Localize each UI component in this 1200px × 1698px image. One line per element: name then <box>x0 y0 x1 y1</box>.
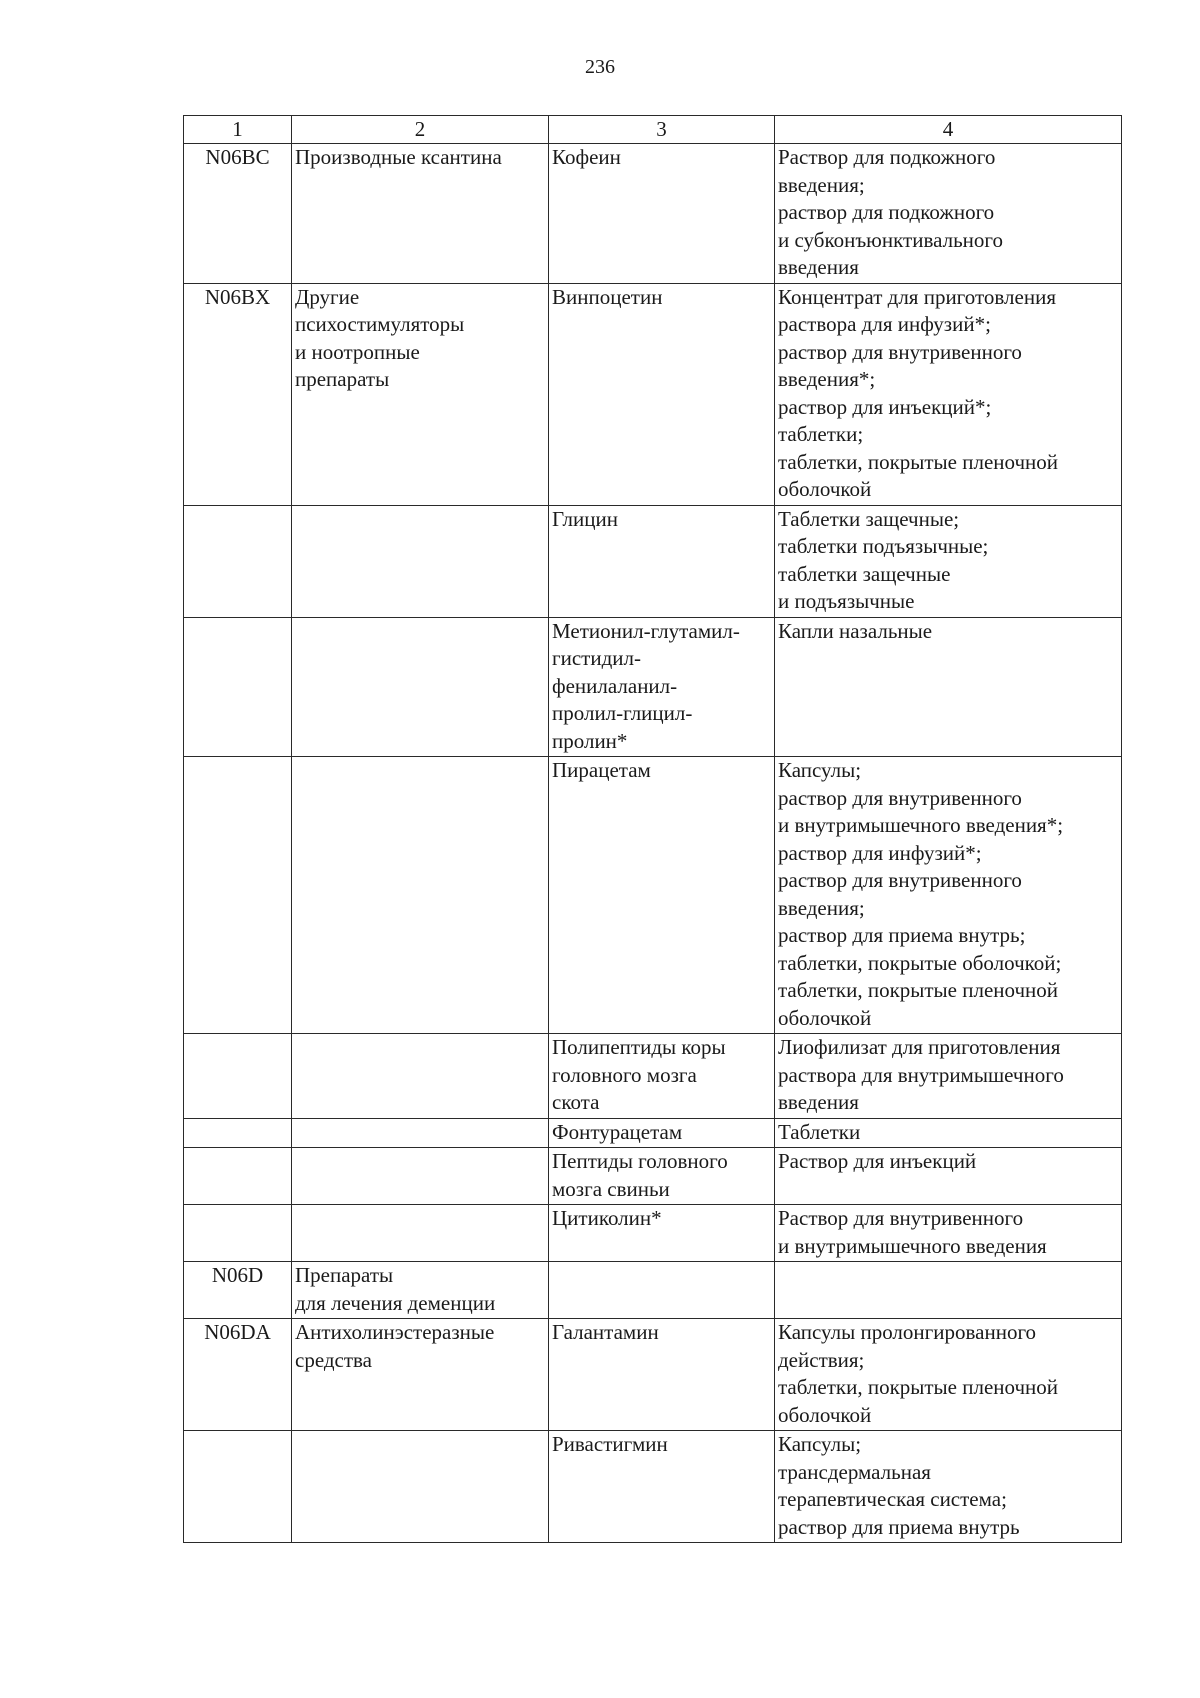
table-row <box>184 1148 1122 1205</box>
dosage-forms-cell: Капсулы; раствор для внутривенного и внутримышечного введения*; раствор для инфузий*; раствор для внутривенного введения; раствор для приема внутрь; таблетки, покрытые оболочкой; таблетки, покрытые пленочной оболочкой <box>775 757 1122 1034</box>
drug-name-cell: Полипептиды коры головного мозга скота <box>549 1034 775 1119</box>
dosage-forms-cell: Раствор для подкожного введения; раствор для подкожного и субконъюнктивального введения <box>775 144 1122 284</box>
dosage-forms-cell <box>775 1262 1122 1319</box>
atc-code-cell: N06DA <box>184 1319 292 1431</box>
group-name-cell: Антихолинэстеразные средства <box>292 1319 549 1431</box>
header-cell-3: 3 <box>549 116 775 144</box>
dosage-forms-cell: Таблетки <box>775 1118 1122 1148</box>
dosage-forms-cell: Раствор для внутривенного и внутримышечного введения <box>775 1205 1122 1262</box>
atc-code-cell <box>184 1431 292 1543</box>
group-name-cell <box>292 757 549 1034</box>
atc-code-cell <box>184 505 292 617</box>
group-name-cell <box>292 1118 549 1148</box>
group-name-cell: Производные ксантина <box>292 144 549 284</box>
table-row <box>184 1431 1122 1543</box>
dosage-forms-cell: Лиофилизат для приготовления раствора для внутримышечного введения <box>775 1034 1122 1119</box>
table-row <box>184 1118 1122 1148</box>
table-row <box>184 283 1122 505</box>
drug-name-cell: Кофеин <box>549 144 775 284</box>
table-row <box>184 757 1122 1034</box>
drug-name-cell: Пирацетам <box>549 757 775 1034</box>
table-row <box>184 505 1122 617</box>
group-name-cell <box>292 617 549 757</box>
group-name-cell <box>292 1148 549 1205</box>
drug-name-cell: Винпоцетин <box>549 283 775 505</box>
dosage-forms-cell: Капсулы; трансдермальная терапевтическая система; раствор для приема внутрь <box>775 1431 1122 1543</box>
drug-name-cell: Пептиды головного мозга свиньи <box>549 1148 775 1205</box>
group-name-cell: Другие психостимуляторы и ноотропные препараты <box>292 283 549 505</box>
atc-code-cell: N06BX <box>184 283 292 505</box>
dosage-forms-cell: Капсулы пролонгированного действия; таблетки, покрытые пленочной оболочкой <box>775 1319 1122 1431</box>
drug-name-cell: Галантамин <box>549 1319 775 1431</box>
atc-code-cell <box>184 1205 292 1262</box>
group-name-cell <box>292 505 549 617</box>
drug-name-cell: Цитиколин* <box>549 1205 775 1262</box>
drug-name-cell: Глицин <box>549 505 775 617</box>
atc-code-cell: N06D <box>184 1262 292 1319</box>
table-row <box>184 1205 1122 1262</box>
table-row <box>184 1262 1122 1319</box>
dosage-forms-cell: Капли назальные <box>775 617 1122 757</box>
header-cell-2: 2 <box>292 116 549 144</box>
table-row <box>184 144 1122 284</box>
drug-name-cell: Метионил-глутамил- гистидил- фенилаланил- пролил-глицил- пролин* <box>549 617 775 757</box>
drug-name-cell <box>549 1262 775 1319</box>
header-row <box>184 116 1122 144</box>
table-row <box>184 1319 1122 1431</box>
drug-name-cell: Фонтурацетам <box>549 1118 775 1148</box>
group-name-cell <box>292 1205 549 1262</box>
drug-table <box>183 115 1122 1543</box>
group-name-cell: Препараты для лечения деменции <box>292 1262 549 1319</box>
page-number: 236 <box>585 56 615 78</box>
drug-name-cell: Ривастигмин <box>549 1431 775 1543</box>
atc-code-cell: N06BC <box>184 144 292 284</box>
header-cell-4: 4 <box>775 116 1122 144</box>
table-row <box>184 1034 1122 1119</box>
group-name-cell <box>292 1431 549 1543</box>
atc-code-cell <box>184 1034 292 1119</box>
group-name-cell <box>292 1034 549 1119</box>
atc-code-cell <box>184 757 292 1034</box>
dosage-forms-cell: Таблетки защечные; таблетки подъязычные; таблетки защечные и подъязычные <box>775 505 1122 617</box>
atc-code-cell <box>184 1148 292 1205</box>
table-row <box>184 617 1122 757</box>
dosage-forms-cell: Концентрат для приготовления раствора для инфузий*; раствор для внутривенного введения*; раствор для инъекций*; таблетки; таблетки, покрытые пленочной оболочкой <box>775 283 1122 505</box>
dosage-forms-cell: Раствор для инъекций <box>775 1148 1122 1205</box>
atc-code-cell <box>184 1118 292 1148</box>
header-cell-1: 1 <box>184 116 292 144</box>
atc-code-cell <box>184 617 292 757</box>
